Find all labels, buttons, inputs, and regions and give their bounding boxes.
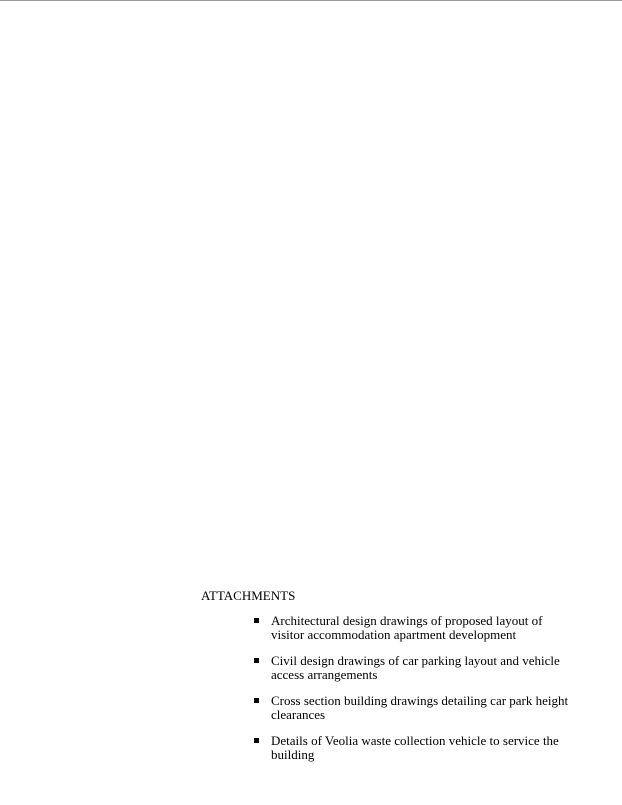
list-item-text: Details of Veolia waste collection vehicle to service the building xyxy=(271,733,559,762)
square-bullet-icon xyxy=(254,698,259,703)
page-top-border xyxy=(0,0,622,1)
attachments-heading: ATTACHMENTS xyxy=(201,588,296,603)
square-bullet-icon xyxy=(254,618,259,623)
list-item-text: Architectural design drawings of proposed layout of visitor accommodation apartment development xyxy=(271,613,543,642)
list-item-text: Cross section building drawings detailing car park height clearances xyxy=(271,693,569,722)
list-item xyxy=(252,694,572,722)
list-item xyxy=(252,654,572,682)
attachments-list xyxy=(252,614,572,774)
list-item xyxy=(252,734,572,762)
square-bullet-icon xyxy=(254,658,259,663)
list-item xyxy=(252,614,572,642)
square-bullet-icon xyxy=(254,738,259,743)
list-item-text: Civil design drawings of car parking layout and vehicle access arrangements xyxy=(271,653,560,682)
